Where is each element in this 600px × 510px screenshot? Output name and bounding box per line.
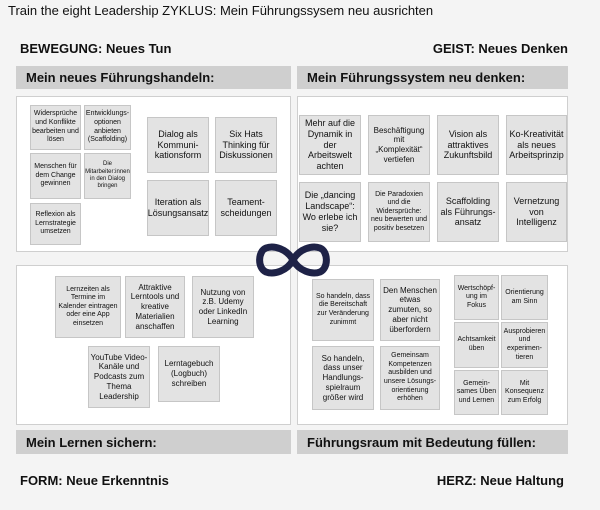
corner-label-geist: GEIST: Neues Denken — [432, 41, 568, 56]
sticky-note: Entwicklungs-optionen anbieten (Scaffolding) — [84, 105, 131, 150]
corner-label-herz: HERZ: Neue Haltung — [436, 473, 564, 488]
sticky-note: Ko-Kreativität als neues Arbeitsprinzip — [506, 115, 567, 175]
sticky-note: Iteration als Lösungsansatz — [147, 180, 209, 236]
infinity-icon — [254, 241, 332, 279]
sticky-note: Gemein-sames Üben und Lernen — [454, 370, 499, 415]
sticky-note: So handeln, dass die Bereitschaft zur Veränderung zunimmt — [312, 279, 374, 341]
sticky-note: Orientierung am Sinn — [501, 275, 548, 320]
sticky-note: Achtsamkeit üben — [454, 322, 499, 368]
sticky-note: Vernetzung von Intelligenz — [506, 182, 567, 242]
section-bar-lernen: Mein Lernen sichern: — [16, 430, 291, 454]
sticky-note: Teament-scheidungen — [215, 180, 277, 236]
section-bar-bedeutung: Führungsraum mit Bedeutung füllen: — [297, 430, 568, 454]
sticky-note: Mit Konsequenz zum Erfolg — [501, 370, 548, 415]
sticky-note: YouTube Video-Kanäle und Podcasts zum Thema Leadership — [88, 346, 150, 408]
sticky-note: Reflexion als Lernstrategie umsetzen — [30, 203, 81, 245]
sticky-note: Dialog als Kommuni-kationsform — [147, 117, 209, 173]
sticky-note: Mehr auf die Dynamik in der Arbeitswelt achten — [299, 115, 361, 175]
sticky-note: Die Mitarbeiter:innen in den Dialog bringen — [84, 153, 131, 199]
sticky-note: Widersprüche und Konflikte bearbeiten und lösen — [30, 105, 81, 150]
section-bar-handeln: Mein neues Führungshandeln: — [16, 66, 291, 89]
page-title: Train the eight Leadership ZYKLUS: Mein Führungssysem neu ausrichten — [8, 3, 434, 18]
sticky-note: So handeln, dass unser Handlungs-spielraum größer wird — [312, 346, 374, 410]
sticky-note: Gemeinsam Kompetenzen ausbilden und unsere Lösungs-orientierung erhöhen — [380, 346, 440, 410]
sticky-note: Ausprobieren und experimen-tieren — [501, 322, 548, 368]
section-bar-system: Mein Führungssystem neu denken: — [297, 66, 568, 89]
sticky-note: Menschen für dem Change gewinnen — [30, 153, 81, 199]
corner-label-form: FORM: Neue Erkenntnis — [20, 473, 169, 488]
sticky-note: Beschäftigung mit „Komplexität“ vertiefen — [368, 115, 430, 175]
sticky-note: Lernzeiten als Termine im Kalender eintragen oder eine App einsetzen — [55, 276, 121, 338]
sticky-note: Nutzung von z.B. Udemy oder LinkedIn Learning — [192, 276, 254, 338]
corner-label-bewegung: BEWEGUNG: Neues Tun — [20, 41, 172, 56]
sticky-note: Die Paradoxien und die Widersprüche: neu bewerten und positiv besetzen — [368, 182, 430, 242]
sticky-note: Vision als attraktives Zukunftsbild — [437, 115, 499, 175]
sticky-note: Wertschöpf-ung im Fokus — [454, 275, 499, 320]
sticky-note: Six Hats Thinking für Diskussionen — [215, 117, 277, 173]
sticky-note: Lerntagebuch (Logbuch) schreiben — [158, 346, 220, 402]
sticky-note: Attraktive Lerntools und kreative Materialien anschaffen — [125, 276, 185, 338]
sticky-note: Scaffolding als Führungs-ansatz — [437, 182, 499, 242]
sticky-note: Den Menschen etwas zumuten, so aber nicht überfordern — [380, 279, 440, 341]
sticky-note: Die „dancing Landscape“: Wo erlebe ich sie? — [299, 182, 361, 242]
